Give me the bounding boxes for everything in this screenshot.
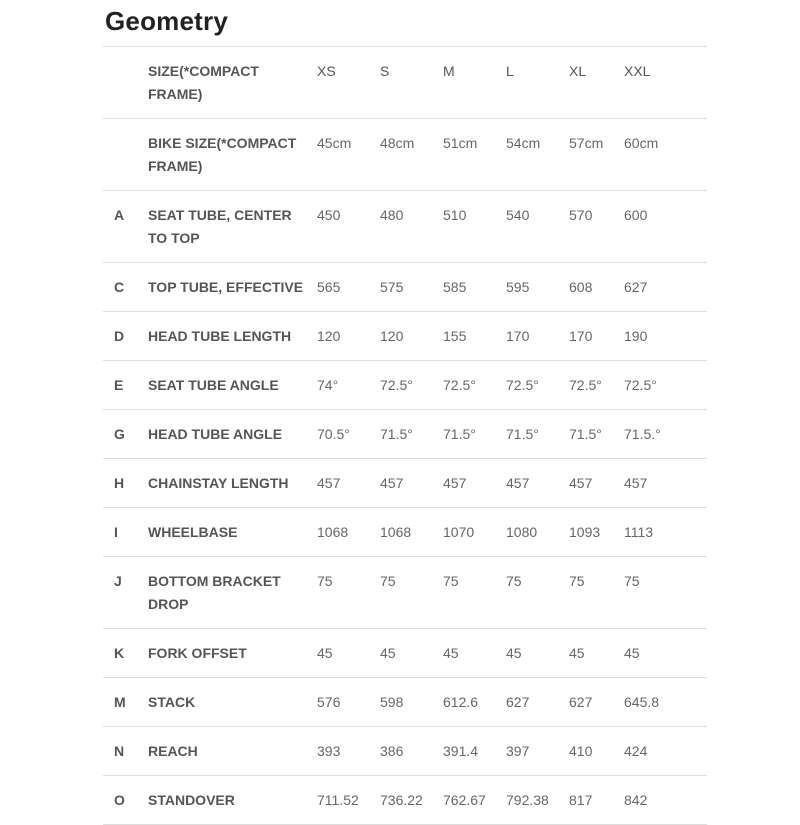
row-value: 71.5°	[506, 426, 539, 442]
row-letter: J	[114, 573, 122, 589]
row-name: TOP TUBE, EFFECTIVE	[148, 279, 304, 295]
row-value: 120	[380, 328, 404, 344]
row-value: 393	[317, 743, 341, 759]
size-header-s: S	[380, 63, 390, 79]
row-value: 391.4	[443, 743, 479, 759]
row-letter: H	[114, 475, 125, 491]
row-value: 120	[317, 328, 341, 344]
table-row	[103, 727, 707, 776]
row-value: 397	[506, 743, 530, 759]
row-name: BOTTOM BRACKET DROP	[148, 573, 281, 612]
row-value: 450	[317, 207, 341, 223]
row-value: 75	[569, 573, 585, 589]
row-letter: M	[114, 694, 126, 710]
row-value: 600	[624, 207, 648, 223]
row-value: 170	[569, 328, 593, 344]
row-value: 1093	[569, 524, 601, 540]
row-value: 72.5°	[506, 377, 539, 393]
row-value: 645.8	[624, 694, 660, 710]
row-value: 51cm	[443, 135, 478, 151]
row-name: HEAD TUBE LENGTH	[148, 328, 292, 344]
size-header-xl: XL	[569, 63, 587, 79]
row-value: 817	[569, 792, 593, 808]
row-value: 457	[569, 475, 593, 491]
table-row	[103, 361, 707, 410]
row-value: 711.52	[317, 792, 359, 808]
row-value: 570	[569, 207, 593, 223]
row-value: 190	[624, 328, 648, 344]
row-name: HEAD TUBE ANGLE	[148, 426, 283, 442]
row-value: 792.38	[506, 792, 549, 808]
row-name: CHAINSTAY LENGTH	[148, 475, 289, 491]
row-value: 1068	[380, 524, 412, 540]
row-name: SEAT TUBE, CENTER TO TOP	[148, 207, 292, 246]
row-value: 627	[624, 279, 648, 295]
row-letter: E	[114, 377, 124, 393]
row-value: 457	[624, 475, 648, 491]
table-row	[103, 263, 707, 312]
row-value: 1068	[317, 524, 349, 540]
row-value: 75	[506, 573, 522, 589]
table-row	[103, 410, 707, 459]
row-value: 1080	[506, 524, 538, 540]
row-value: 540	[506, 207, 530, 223]
row-value: 457	[317, 475, 341, 491]
row-value: 457	[443, 475, 467, 491]
row-value: 54cm	[506, 135, 541, 151]
row-letter: O	[114, 792, 125, 808]
row-letter: C	[114, 279, 125, 295]
row-value: 457	[506, 475, 530, 491]
row-name: FORK OFFSET	[148, 645, 247, 661]
row-letter: N	[114, 743, 125, 759]
row-value: 457	[380, 475, 404, 491]
row-value: 75	[443, 573, 459, 589]
row-value: 71.5.°	[624, 426, 661, 442]
row-value: 72.5°	[380, 377, 413, 393]
row-name: STANDOVER	[148, 792, 235, 808]
row-value: 575	[380, 279, 404, 295]
size-header-xs: XS	[317, 63, 336, 79]
row-value: 762.67	[443, 792, 486, 808]
row-value: 71.5°	[380, 426, 413, 442]
row-value: 1113	[624, 524, 654, 540]
row-value: 480	[380, 207, 404, 223]
row-value: 75	[380, 573, 396, 589]
table-row	[103, 508, 707, 557]
table-header-row	[103, 47, 707, 119]
row-value: 627	[506, 694, 530, 710]
row-value: 57cm	[569, 135, 604, 151]
row-value: 170	[506, 328, 530, 344]
row-value: 72.5°	[443, 377, 476, 393]
row-value: 842	[624, 792, 648, 808]
geometry-table	[103, 46, 707, 825]
table-row	[103, 119, 707, 191]
row-value: 60cm	[624, 135, 659, 151]
row-value: 45	[569, 645, 585, 661]
row-value: 736.22	[380, 792, 423, 808]
row-value: 510	[443, 207, 467, 223]
row-name: SEAT TUBE ANGLE	[148, 377, 279, 393]
table-row	[103, 678, 707, 727]
row-name: REACH	[148, 743, 198, 759]
row-value: 410	[569, 743, 593, 759]
row-value: 598	[380, 694, 404, 710]
row-letter: D	[114, 328, 125, 344]
row-value: 565	[317, 279, 341, 295]
size-header-xxl: XXL	[624, 63, 651, 79]
row-value: 627	[569, 694, 593, 710]
row-letter	[103, 119, 140, 191]
row-name: BIKE SIZE(*COMPACT FRAME)	[148, 135, 297, 174]
table-row	[103, 312, 707, 361]
page-title: Geometry	[105, 6, 228, 36]
row-value: 45	[380, 645, 396, 661]
table-row	[103, 629, 707, 678]
row-letter: A	[114, 207, 125, 223]
row-value: 48cm	[380, 135, 415, 151]
table-row	[103, 776, 707, 825]
row-value: 74°	[317, 377, 339, 393]
row-value: 595	[506, 279, 530, 295]
row-value: 386	[380, 743, 404, 759]
row-value: 75	[317, 573, 333, 589]
table-row	[103, 459, 707, 508]
row-name: WHEELBASE	[148, 524, 238, 540]
table-row	[103, 191, 707, 263]
row-value: 71.5°	[443, 426, 476, 442]
size-header-m: M	[443, 63, 455, 79]
row-value: 155	[443, 328, 467, 344]
row-value: 75	[624, 573, 640, 589]
row-value: 45	[443, 645, 459, 661]
size-header-l: L	[506, 63, 514, 79]
row-value: 424	[624, 743, 648, 759]
row-value: 576	[317, 694, 341, 710]
row-letter: K	[114, 645, 125, 661]
row-value: 45cm	[317, 135, 352, 151]
header-label: SIZE(*COMPACT FRAME)	[148, 63, 259, 102]
table-row	[103, 557, 707, 629]
row-value: 70.5°	[317, 426, 350, 442]
row-value: 585	[443, 279, 467, 295]
row-name: STACK	[148, 694, 196, 710]
row-value: 71.5°	[569, 426, 602, 442]
row-value: 72.5°	[569, 377, 602, 393]
row-value: 72.5°	[624, 377, 657, 393]
header-letter-cell	[103, 47, 140, 119]
row-letter: I	[114, 524, 118, 540]
row-value: 612.6	[443, 694, 479, 710]
row-value: 1070	[443, 524, 475, 540]
row-value: 45	[317, 645, 333, 661]
row-letter: G	[114, 426, 125, 442]
row-value: 45	[506, 645, 522, 661]
row-value: 608	[569, 279, 593, 295]
row-value: 45	[624, 645, 640, 661]
